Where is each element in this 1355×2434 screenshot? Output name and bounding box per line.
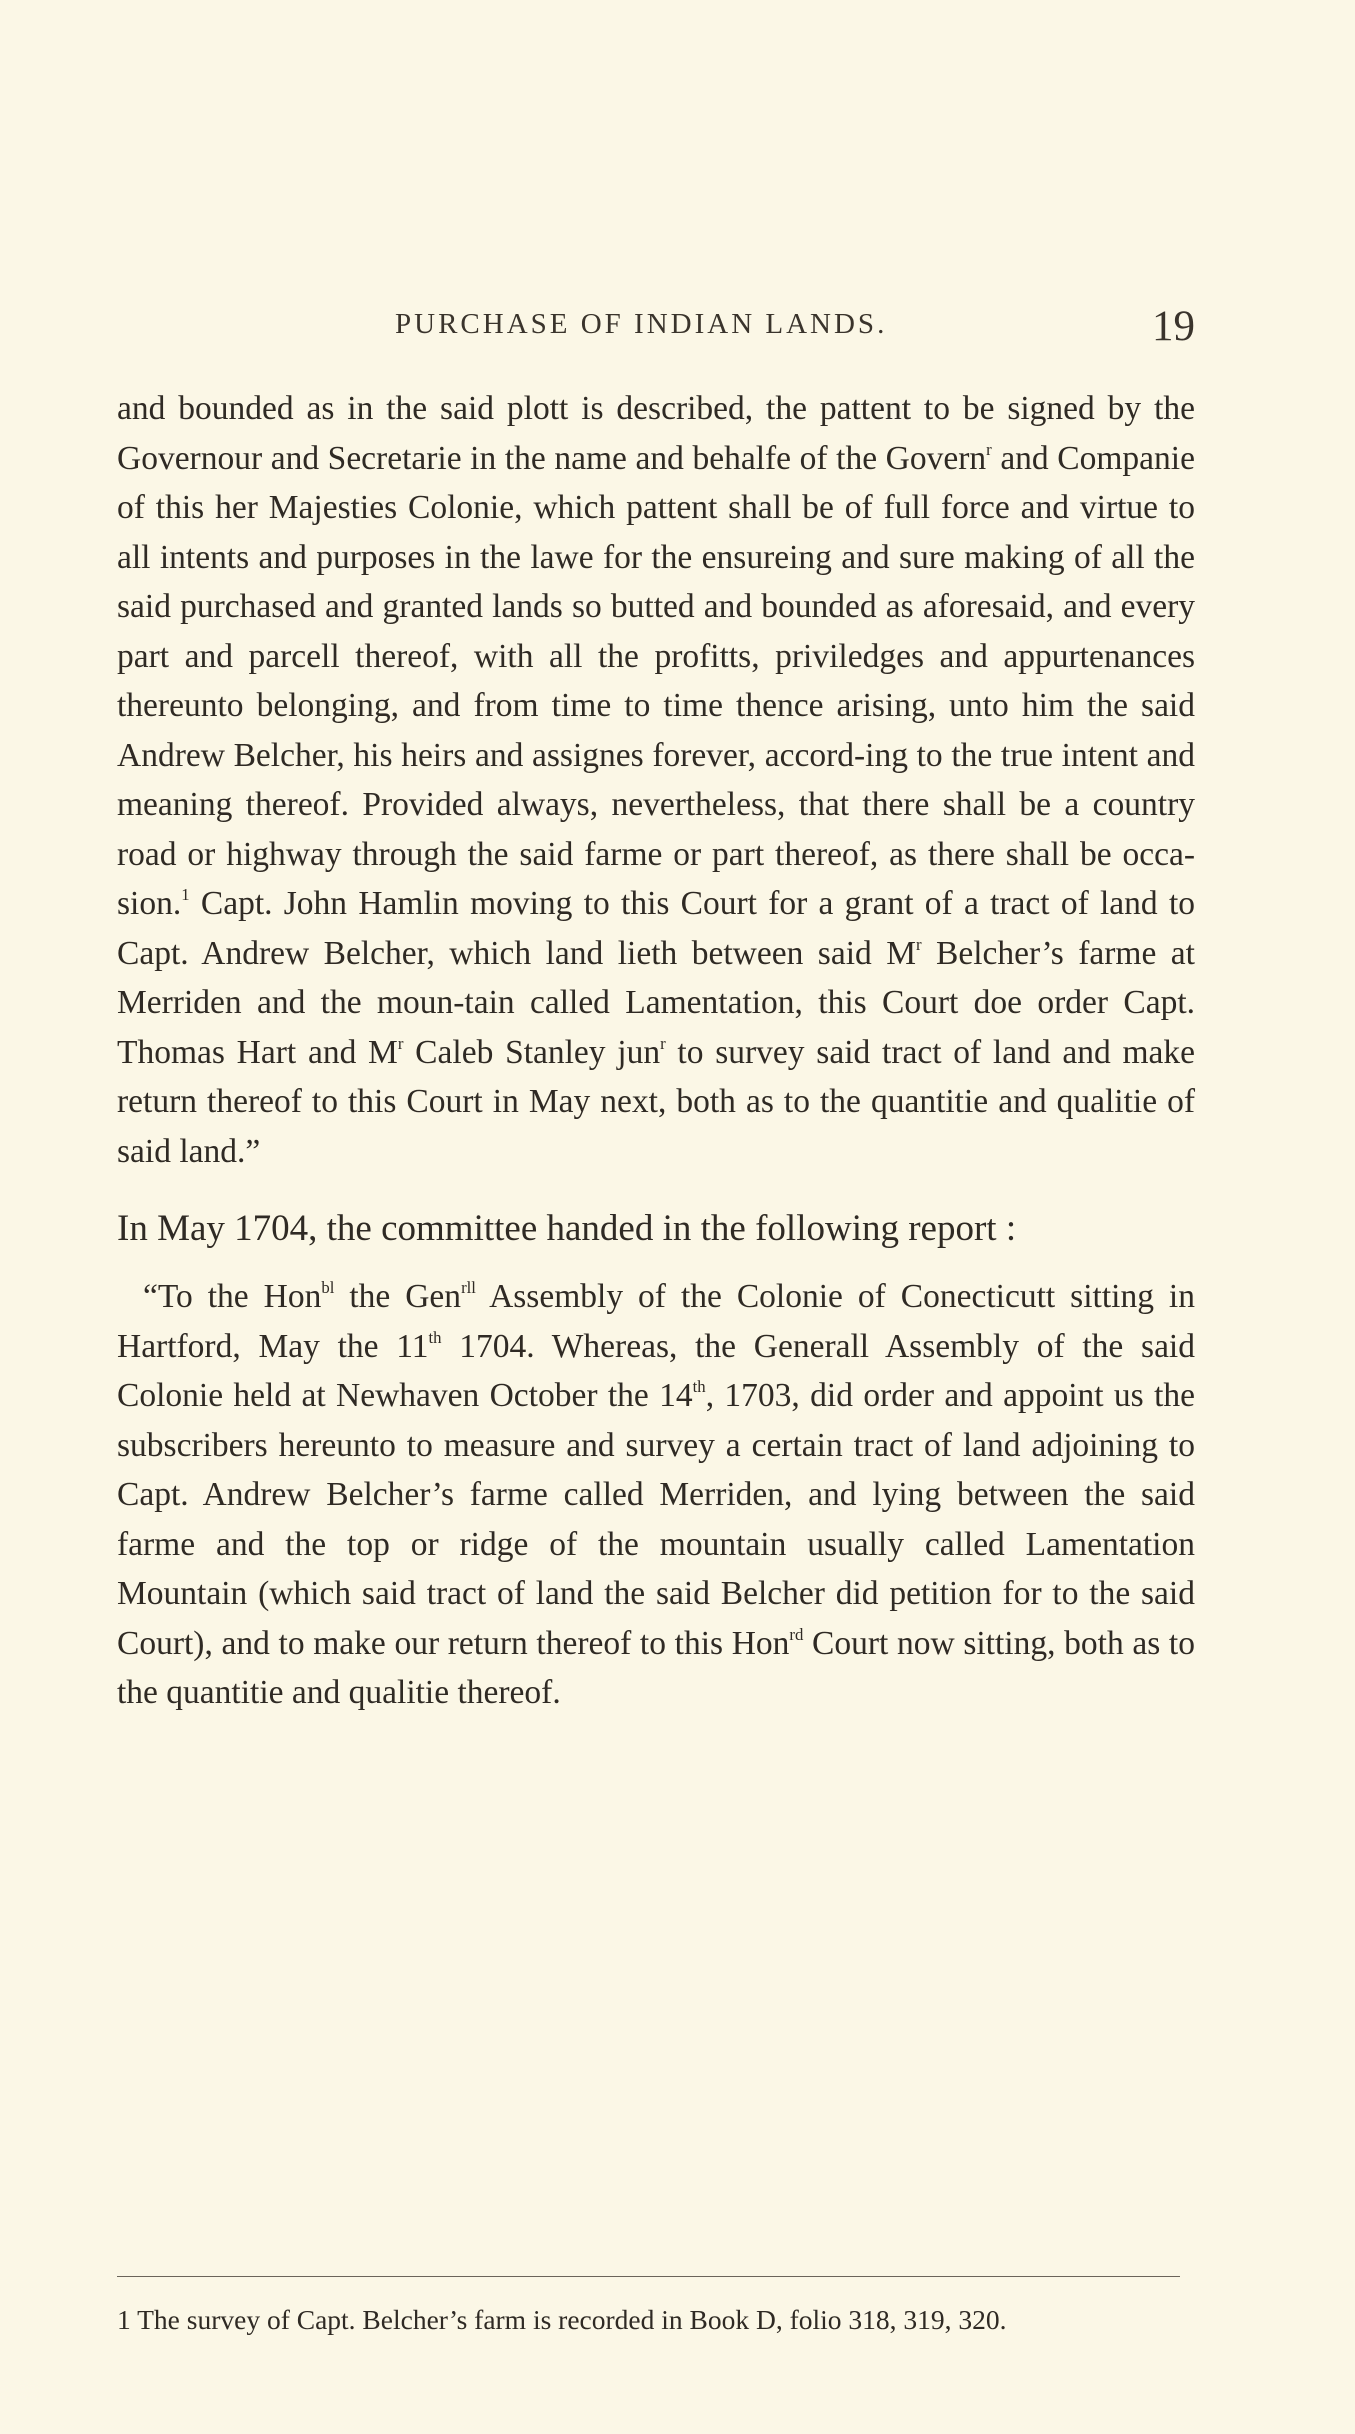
paragraph-committee-report [117, 1206, 1195, 1252]
text-run: Belcher’s farme at Merriden and the moun-tain called Lamentation, this Court doe order Capt. Thomas Hart and M [117, 934, 1195, 1071]
text-run: , 1703, did order and appoint us the subscribers hereunto to measure and survey a certain tract of land adjoining to Capt. Andrew Belcher’s farme called Merriden, and lying between the said farme and the top or ridge of the mountain usually called Lamentation Mountain (which said tract of land the said Belcher did petition for to the said Court), and to make our return thereof to this Hon [117, 1377, 1195, 1662]
text-run: In May 1704, the committee handed in the following report : [117, 1208, 1017, 1249]
body-text [117, 384, 1195, 1718]
running-head [117, 302, 1195, 362]
text-run: Assembly of the Colonie of Conecticutt sitting in Hartford, May the 11 [117, 1278, 1195, 1365]
text-run: “To the Hon [143, 1278, 322, 1315]
text-run: 1704. Whereas, the Generall Assembly of the said Colonie held at Newhaven October the 14 [117, 1327, 1195, 1414]
superscript: r [660, 1033, 666, 1053]
superscript: rd [789, 1624, 804, 1644]
superscript: r [397, 1033, 404, 1053]
book-page [117, 0, 1195, 2434]
text-run: to survey said tract of land and make return thereof to this Court in May next, both as to the quantitie and qualitie of said land.” [117, 1033, 1195, 1170]
text-run: and bounded as in the said plott is described, the pattent to be signed by the Governour and Secretarie in the name and behalfe of the Govern [117, 390, 1195, 477]
footnote-rule [117, 2276, 1180, 2277]
text-run: Capt. John Hamlin moving to this Court for a grant of a tract of land to Capt. Andrew Belcher, which land lieth between said M [117, 885, 1195, 972]
text-run: Caleb Stanley jun [403, 1033, 661, 1071]
superscript: bl [321, 1277, 335, 1297]
footnote: 1 The survey of Capt. Belcher’s farm is recorded in Book D, folio 318, 319, 320. [117, 2304, 1007, 2335]
superscript: r [986, 439, 992, 459]
superscript: rll [461, 1277, 476, 1297]
superscript: th [692, 1376, 706, 1396]
superscript: r [916, 934, 922, 954]
text-run: the Gen [334, 1278, 462, 1315]
paragraph-report-quote [117, 1272, 1195, 1718]
running-title: PURCHASE OF INDIAN LANDS. [395, 308, 888, 340]
paragraph-petition-grant [117, 384, 1195, 1176]
page-number: 19 [1152, 303, 1195, 350]
superscript: th [428, 1327, 442, 1347]
text-run: Court now sitting, both as to the quantitie and qualitie thereof. [117, 1624, 1195, 1711]
text-run: and Companie of this her Majesties Colonie, which pattent shall be of full force and virtue to all intents and purposes in the lawe for the ensureing and sure making of all the said purchased and granted lands so butted and bounded as aforesaid, and every part and parcell thereof, with all the profitts, priviledges and appurtenances thereunto belonging, and from time to time thence arising, unto him the said Andrew Belcher, his heirs and assignes forever, accord-ing to the true intent and meaning thereof. Provided always, nevertheless, that there shall be a country road or highway through the said farme or part thereof, as there shall be occa-sion. [117, 439, 1195, 922]
superscript: 1 [181, 884, 190, 904]
